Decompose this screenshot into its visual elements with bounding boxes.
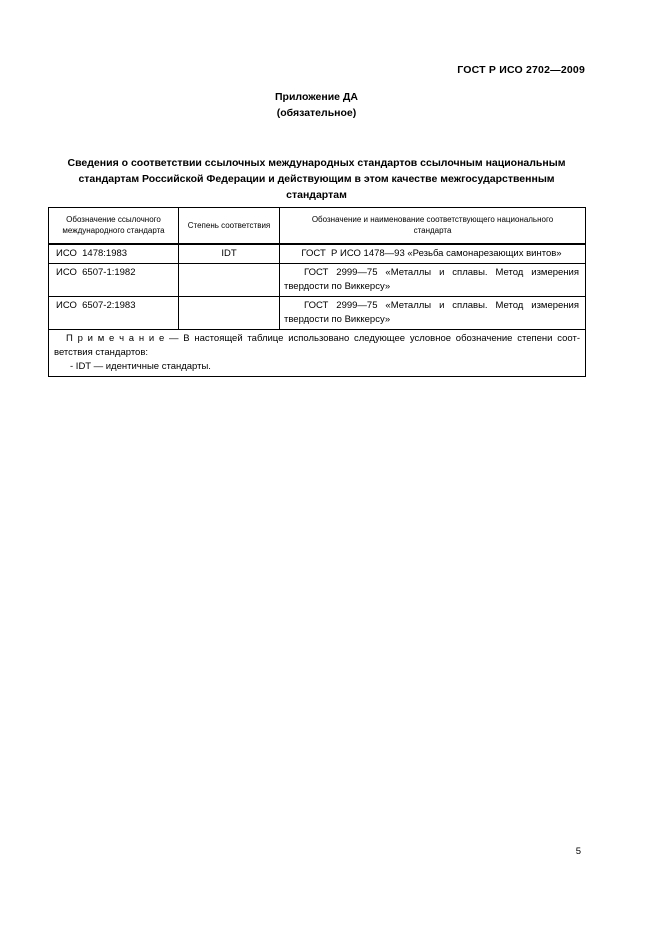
- column-header-international-standard: [49, 208, 179, 244]
- cell-national-standard: [280, 244, 586, 264]
- note-text: П р и м е ч а н и е — В настоящей таблице использовано следующее условное обозначение степени соот-: [66, 332, 580, 344]
- appendix-obligation: (обязательное): [276, 107, 357, 119]
- column-header-text: международного стандарта: [62, 226, 165, 236]
- cell-international-standard: ИСО 6507-2:1983: [49, 296, 179, 329]
- national-standard-text: твердости по Виккерсу»: [284, 313, 391, 325]
- appendix-label: Приложение ДА: [275, 91, 358, 103]
- national-standard-text: ГОСТ Р ИСО 1478—93 «Резьба самонарезающих винтов»: [301, 247, 562, 259]
- national-standard-text: ГОСТ 2999—75 «Металлы и сплавы. Метод измерения: [304, 299, 579, 311]
- cell-international-standard: ИСО 6507-1:1982: [49, 263, 179, 296]
- column-header-text: Обозначение и наименование соответствующего национального: [311, 215, 554, 225]
- standards-correspondence-table: [48, 207, 586, 377]
- page-number: 5: [575, 846, 581, 857]
- table-note-row: [49, 329, 586, 376]
- table-note: [49, 329, 586, 376]
- table-row: [49, 296, 586, 329]
- document-title-line: Сведения о соответствии ссылочных международных стандартов ссылочным национальным: [67, 157, 566, 169]
- column-header-text: стандарта: [413, 226, 452, 236]
- document-title-line: стандартам Российской Федерации и действующим в этом качестве межгосударственным: [78, 173, 555, 185]
- cell-degree: IDT: [179, 244, 280, 264]
- table-row: [49, 244, 586, 264]
- running-header: ГОСТ Р ИСО 2702—2009: [457, 64, 585, 76]
- cell-degree: [179, 263, 280, 296]
- note-text: - IDT — идентичные стандарты.: [70, 360, 211, 372]
- column-header-text: Обозначение ссылочного: [66, 215, 161, 225]
- document-title-line: стандартам: [286, 189, 347, 201]
- cell-degree: [179, 296, 280, 329]
- column-header-national-standard: [280, 208, 586, 244]
- appendix-heading: [48, 89, 585, 121]
- cell-national-standard: [280, 263, 586, 296]
- column-header-degree: [179, 208, 280, 244]
- column-header-text: Степень соответствия: [187, 220, 271, 230]
- cell-international-standard: ИСО 1478:1983: [49, 244, 179, 264]
- table-header-row: [49, 208, 586, 244]
- national-standard-text: ГОСТ 2999—75 «Металлы и сплавы. Метод измерения: [304, 266, 579, 278]
- cell-national-standard: [280, 296, 586, 329]
- table-row: [49, 263, 586, 296]
- document-title: [48, 155, 585, 203]
- national-standard-text: твердости по Виккерсу»: [284, 280, 391, 292]
- note-text: ветствия стандартов:: [54, 346, 149, 358]
